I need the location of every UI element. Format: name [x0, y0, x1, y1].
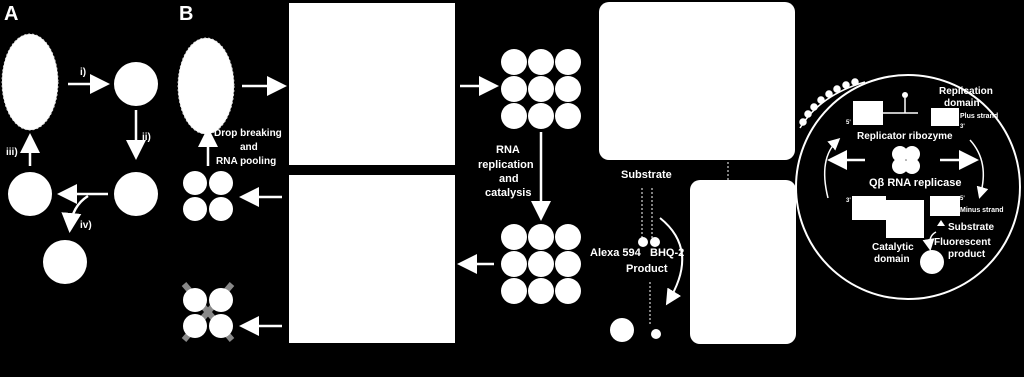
- product-fluorophore: [610, 318, 634, 342]
- minus-strand-label: Minus strand: [960, 207, 1004, 214]
- fluorescent-product-dot: [920, 250, 944, 274]
- cycle-arrow-right: [970, 140, 983, 196]
- replication-domain-loop: [902, 92, 908, 98]
- replication-domain-line-1: Replication: [939, 86, 993, 97]
- fluorescent-line-1: Fluorescent: [934, 237, 991, 248]
- alexa-dye: [638, 237, 648, 247]
- rna-line-3: and: [499, 173, 519, 185]
- plus-strand-label: Plus strand: [960, 113, 999, 120]
- droplet-bottom-left: [8, 172, 52, 216]
- substrate-label: Substrate: [621, 169, 672, 181]
- droplet-top-right: [114, 62, 158, 106]
- step-iii-label: iii): [6, 147, 18, 158]
- arrow-to-product: [660, 218, 682, 302]
- minus-three-prime: 3': [846, 198, 851, 204]
- cycle-arrow-left: [825, 140, 838, 198]
- drop-breaking-line-1: Drop breaking: [214, 128, 282, 139]
- product-label: Product: [626, 263, 668, 275]
- droplet-cluster-merged: [183, 284, 233, 340]
- catalytic-block-center: [886, 200, 924, 238]
- replicase-protein: [892, 146, 920, 174]
- minus-five-prime: 5': [960, 196, 965, 202]
- plus-five-prime: 5': [846, 120, 851, 126]
- drop-breaking-line-2: and: [240, 142, 258, 153]
- micrograph-3: [599, 2, 795, 160]
- drop-breaking-line-3: RNA pooling: [216, 156, 277, 167]
- replication-domain-line-2: domain: [944, 98, 980, 109]
- plus-three-prime: 3': [960, 124, 965, 130]
- panel-a-label: A: [4, 3, 19, 25]
- micrograph-1: [289, 3, 455, 165]
- alexa-label: Alexa 594: [590, 247, 641, 259]
- catalytic-domain-line-1: Catalytic: [872, 242, 914, 253]
- replicator-block-right: [931, 108, 959, 126]
- replication-domain-stem: [883, 98, 918, 113]
- bhq-label: BHQ-2: [650, 247, 685, 259]
- rna-line-4: catalysis: [485, 187, 532, 199]
- droplet-bottom: [43, 240, 87, 284]
- panel-b-large-droplet: [178, 38, 234, 134]
- large-droplet: [2, 34, 58, 130]
- bhq-quencher: [650, 237, 660, 247]
- droplet-bottom-right: [114, 172, 158, 216]
- step-i-label: i): [80, 67, 87, 78]
- droplet-cluster-2x2: [183, 171, 233, 221]
- droplet-cluster-3x3-top: [501, 49, 581, 129]
- rna-line-2: replication: [478, 159, 534, 171]
- micrograph-4: [690, 180, 796, 344]
- replicator-block-left: [853, 101, 883, 125]
- catalytic-domain-line-2: domain: [874, 254, 910, 265]
- micrograph-2: [289, 175, 455, 343]
- substrate-hairpin: [642, 188, 652, 238]
- catalytic-block-right: [930, 196, 960, 216]
- product-quencher: [651, 329, 661, 339]
- replicator-ribozyme-label: Replicator ribozyme: [857, 131, 953, 142]
- step-ii-label: ii): [142, 132, 151, 143]
- substrate-triangle-icon: [937, 220, 945, 226]
- fluorescent-line-2: product: [948, 249, 986, 260]
- rna-line-1: RNA: [496, 144, 520, 156]
- droplet-cluster-3x3-bottom: [501, 224, 581, 304]
- panel-b-label: B: [179, 3, 194, 25]
- catalytic-block-left: [852, 196, 886, 220]
- schematic-substrate-label: Substrate: [948, 222, 995, 233]
- replicase-label: Qβ RNA replicase: [869, 177, 962, 189]
- step-iv-label: iv): [80, 220, 92, 231]
